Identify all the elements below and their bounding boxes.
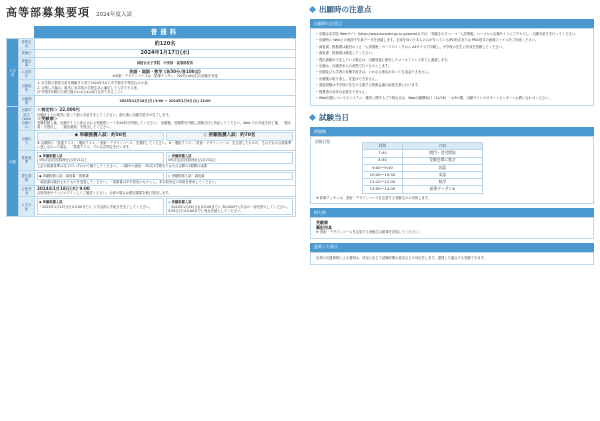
schedule-label: 試験日程 <box>315 139 331 145</box>
period-value: 2023年12月18日(月) 9:00 ～ 2024年1月9日(火) 15:00 <box>35 96 296 107</box>
capacity-value: 約120名 <box>35 39 296 50</box>
belonging-item: 筆記用具 <box>316 224 332 230</box>
belongings-bar: 持ち物 <box>310 208 594 217</box>
schedule-row <box>363 150 483 157</box>
schedule-row <box>363 186 483 193</box>
date-value: 2024年1月17日(水) <box>35 50 296 57</box>
schedule-table <box>362 142 483 193</box>
qualification-3: (中学校3年間の欠席日数がおおむね10日以内であること) <box>37 89 122 94</box>
late-box: 出発の交通事情による遅刻は、状況に応じて試験時間の延長などの対応をします。遅刻した場合でも受験できます。 <box>310 252 594 265</box>
admit-single: ◆ 単願推薦入試 ・2024年1月23日(火)15:00までに 入学金納入手続きを完了してください。 <box>37 198 164 215</box>
notes-bar: 出願時の注意点 <box>310 19 594 28</box>
qualification-1: 1. 本学院の教育方針を理解する者で2024年3月に中学校を卒業見込みの者。 <box>37 81 151 86</box>
note-item: • 出願時に Web上の画面で写真データを登録します。正面を向いた本人のみが写っているJPG形式または PNG形式の画像ファイルをご用意ください。 <box>316 38 588 43</box>
note-item: • 調査書・推薦書は郵送してください。 <box>316 51 588 56</box>
fee-note: 出願サイトの案内に従って納入手続きをしてください。納入後に出願手続きが完了します。 <box>37 112 172 117</box>
section-application: 出願 <box>7 107 19 217</box>
standard-single: ◆ 単願推薦入試 5科評定(国英数理社)合計21以上 <box>37 152 164 164</box>
method-value <box>35 107 296 131</box>
note-item: • 提出書類が不足している場合は、出願登録に使用したメールアドレス宛てに連絡します。 <box>316 58 588 63</box>
note-item: • 調査書、推薦書は厳封のうえ「入試情報」ページのリンクから A4サイズで印刷し、中学校の先生に作成を依頼してください。 <box>316 45 588 50</box>
period-label: 出願期間 <box>19 96 35 107</box>
schedule-time: 13:00～14:00 <box>363 186 403 193</box>
timetable-box <box>310 136 594 204</box>
standard-label: 推薦基準 <box>19 151 35 171</box>
course-banner: 普通科 <box>34 26 296 38</box>
type-combined: ◇ 併願推薦入試：約70名 <box>166 132 293 140</box>
doc-year: 2024年度入試 <box>96 12 132 18</box>
standard-note: 上記の推薦基準は以下のいずれかで満たしてください。・3期中の最高・3年次1学期またはそれ以降の3期間の成績 <box>37 164 207 169</box>
schedule-row <box>363 157 483 164</box>
note-item: • Web出願についてのシステム・操作に関するご不明な点は、Web出願開始日（12/18）～1/9の間、出願サイトのサポートセンターへお問い合わせください。 <box>316 96 588 101</box>
section-applicant: 入学者 <box>7 39 19 107</box>
qualification-label: 出願資格 <box>19 80 35 96</box>
subjects-label: 入試科目 <box>19 69 35 80</box>
schedule-time: 10:00～10:50 <box>363 172 403 179</box>
belongings-list <box>316 221 588 230</box>
right-page <box>310 4 594 418</box>
schedule-time: 7:40 <box>363 150 403 157</box>
schedule-content: 受験会場に集合 <box>403 157 483 164</box>
schedule-row <box>363 172 483 179</box>
schedule-time: 9:00～9:40 <box>363 164 403 171</box>
type-value <box>35 131 296 151</box>
diamond-icon <box>309 114 316 121</box>
submit-single: ◆ 単願推薦入試：調査書・推薦書 <box>37 172 164 180</box>
submit-value <box>35 170 296 185</box>
method-label: 出願手続き (Web出願のみ) <box>19 107 35 131</box>
diamond-icon <box>309 6 316 13</box>
note-item: • 面接試験は中学校の先生が主催する推薦会議の結果を基に行います。 <box>316 83 588 88</box>
admit-label: 入学手続 <box>19 197 35 217</box>
schedule-time: 8:30 <box>363 157 403 164</box>
submit-note: ・調査書は厳封されたものを受領してください。・推薦書は中学校長のものとし、本学院所定の用紙を使用してください。 <box>37 179 219 184</box>
admit-value <box>35 197 296 217</box>
schedule-content: 国語 <box>403 164 483 171</box>
left-page <box>6 4 296 418</box>
docs-head: ＜受験票＞ <box>37 115 58 121</box>
schedule-note: ※ 鉛筆デッサンは、美術・デザインコースを志望する受験生のみ実施します。 <box>316 195 432 200</box>
fee: ＜検定料＞ 22,000円 <box>37 107 80 113</box>
type-note: ※ 出願時に「普通クラス」「選抜クラス」「美術・デザインコース」を選択してください。※「選抜クラス」「美術・デザインコース」を志望したものの、それぞれの合格基準に達しなかった場合、「普通クラス」での合否判定を行います。 <box>37 140 292 149</box>
note-item: • 保護者の同伴は必要ありません。 <box>316 90 588 95</box>
standard-combined: ◇ 併願推薦入試 5科評定(国英数理社)合計23以上 <box>166 152 293 164</box>
subjects-value <box>35 69 296 80</box>
schedule-head-time: 時間 <box>363 143 403 150</box>
schedule-content: 英語 <box>403 172 483 179</box>
result-value <box>35 186 296 197</box>
subjects-main: 英語・国語・数学 (各50分/各100点) <box>129 69 201 75</box>
standard-value <box>35 151 296 171</box>
submit-label: 提出書類 <box>19 170 35 185</box>
requirements-table <box>6 38 296 217</box>
method-sub: (Web出願のみ) <box>21 116 32 130</box>
schedule-content: 開門・受付開始 <box>403 150 483 157</box>
capacity-label: 募集定員 <box>19 39 35 50</box>
qualification-2: 2. 合格した場合、確実に本学院の学校生活に満足して入学できる者。 <box>37 85 141 90</box>
admit-combined: ◇ 併願推薦入試 ・2024年1月26日(金)15:00までに 30,000円入学金の一部を納入してください。 3月8日(木)15:00までに残金を納入してください。 <box>166 198 293 215</box>
schedule-row <box>363 164 483 171</box>
schedule-content: 数学 <box>403 179 483 186</box>
note-item: • 出願は本学院 Webサイト (https://www.konodai-gs.ac.jp/senior/) 内の「受験生の方へ」→「入試情報」ページから出願サイトにアクセスし、出願手続きを行ってください。 <box>316 32 588 37</box>
schedule-row <box>363 179 483 186</box>
type-label: 出願区分 <box>19 131 35 151</box>
note-item: • 出願及び入学者の各種手続きは、いかなる理由があっても返金できません。 <box>316 70 588 75</box>
notes-box <box>310 28 594 106</box>
belonging-item: 受験票 <box>316 220 328 226</box>
qualification-value <box>35 80 296 96</box>
date-label: 試験日 <box>19 50 35 57</box>
note-item: • 出願は、出願者本人の意思で行うものとします。 <box>316 64 588 69</box>
schedule-content: 鉛筆デッサン※ <box>403 186 483 193</box>
result-date: 2024年1月18日(木) 9:00 <box>37 186 90 192</box>
note-item: • 出願後の取り消し、変更はできません。 <box>316 77 588 82</box>
timetable-bar: 時間割 <box>310 127 594 136</box>
result-label: 合格発表 <box>19 186 35 197</box>
submit-combined: ◇ 併願推薦入試：調査書 <box>166 172 293 180</box>
late-bar: 遅刻した場合 <box>310 243 594 252</box>
doc-title: 高等部募集要項 2024年度入試 <box>6 6 132 19</box>
type-single: ◆ 単願推薦入試：約50名 <box>37 132 164 140</box>
docs-note: 受験料納入後、出願サイトに表示される受験票シートをA4判で印刷してください。 出願後、受験票を印刷し試験当日に持参してください。Web での手続き終了後、「報告書」を提出し、「通信書類」を提出してください。 <box>37 121 292 130</box>
schedule-time: 11:10～12:00 <box>363 179 403 186</box>
belongings-note: ※ 美術・デザインコースを志望する受験生は鉛筆を持参してください。 <box>316 230 422 235</box>
venue-label: 試験会場 <box>19 57 35 68</box>
exam-day-heading: 試験当日 <box>310 112 594 123</box>
venue-value: 国府台女子学院 中学部・高等部校舎 <box>35 57 296 68</box>
notes-heading: 出願時の注意点 <box>310 4 594 15</box>
result-note: 合格発表サイトにログインしてご確認ください。合格の場合は郵送書類を後日発送します。 <box>37 191 172 196</box>
subjects-note: ※美術・デザインコースは「鉛筆デッサン」(90分/100点)の試験を実施 <box>112 74 218 79</box>
belongings-box <box>310 217 594 239</box>
notes-list <box>316 32 588 101</box>
schedule-head-content: 内容 <box>403 143 483 150</box>
